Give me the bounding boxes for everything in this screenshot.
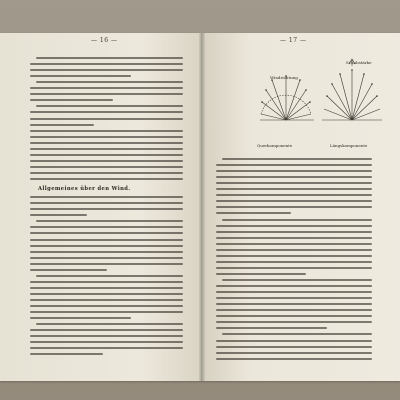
text-line bbox=[216, 237, 372, 239]
text-line bbox=[30, 305, 183, 307]
text-line bbox=[216, 243, 372, 245]
text-line bbox=[216, 358, 372, 360]
text-line bbox=[30, 239, 183, 241]
text-line bbox=[216, 297, 372, 299]
text-line bbox=[216, 303, 372, 305]
text-line bbox=[30, 329, 183, 331]
text-line bbox=[216, 273, 306, 275]
left-section-heading: Allgemeines über den Wind. bbox=[38, 186, 131, 192]
text-line bbox=[36, 81, 183, 83]
text-line bbox=[216, 315, 372, 317]
text-line bbox=[216, 255, 372, 257]
text-line bbox=[30, 75, 131, 77]
text-line bbox=[30, 148, 183, 150]
text-line bbox=[216, 267, 372, 269]
text-line bbox=[30, 299, 183, 301]
text-line bbox=[30, 287, 183, 289]
text-line bbox=[216, 188, 372, 190]
text-line bbox=[216, 194, 372, 196]
text-line bbox=[216, 182, 372, 184]
text-line bbox=[30, 142, 183, 144]
text-line bbox=[30, 154, 183, 156]
text-line bbox=[222, 219, 372, 221]
book-gutter bbox=[199, 33, 205, 381]
diagram-label-top: Schubstärke bbox=[346, 60, 372, 65]
text-line bbox=[222, 158, 372, 160]
text-line bbox=[30, 311, 183, 313]
text-line bbox=[216, 231, 372, 233]
text-line bbox=[30, 263, 183, 265]
text-line bbox=[30, 293, 183, 295]
text-line bbox=[30, 166, 183, 168]
text-line bbox=[30, 130, 183, 132]
text-line bbox=[30, 214, 87, 216]
text-line bbox=[30, 196, 183, 198]
text-line bbox=[216, 285, 372, 287]
text-line bbox=[30, 136, 183, 138]
text-line bbox=[216, 225, 372, 227]
right-page-number: — 17 — bbox=[280, 37, 307, 44]
text-line bbox=[30, 317, 131, 319]
text-line bbox=[36, 275, 183, 277]
text-line bbox=[30, 172, 183, 174]
text-line bbox=[216, 164, 372, 166]
text-line bbox=[222, 279, 372, 281]
text-line bbox=[216, 340, 372, 342]
text-line bbox=[216, 352, 372, 354]
text-line bbox=[30, 257, 183, 259]
text-line bbox=[30, 251, 183, 253]
text-line bbox=[30, 93, 183, 95]
text-line bbox=[30, 281, 183, 283]
text-line bbox=[30, 245, 183, 247]
left-page-number: — 16 — bbox=[91, 37, 118, 44]
wind-diagram bbox=[256, 56, 388, 138]
text-line bbox=[216, 346, 372, 348]
diagram-label-laengskomponente: Längskomponente bbox=[330, 143, 368, 148]
text-line bbox=[216, 249, 372, 251]
text-line bbox=[36, 57, 183, 59]
text-line bbox=[30, 269, 107, 271]
text-line bbox=[30, 118, 183, 120]
text-line bbox=[216, 170, 372, 172]
text-line bbox=[216, 309, 372, 311]
text-line bbox=[216, 261, 372, 263]
text-line bbox=[30, 69, 183, 71]
text-line bbox=[36, 323, 183, 325]
text-line bbox=[30, 202, 183, 204]
diagram-label-querkomponente: Querkomponente bbox=[257, 143, 293, 148]
text-line bbox=[30, 160, 183, 162]
text-line bbox=[30, 124, 94, 126]
text-line bbox=[30, 208, 183, 210]
text-line bbox=[30, 178, 183, 180]
text-line bbox=[30, 335, 183, 337]
text-line bbox=[30, 87, 183, 89]
text-line bbox=[216, 291, 372, 293]
text-line bbox=[216, 176, 372, 178]
diagram-label-wind: Windrichtung bbox=[270, 75, 298, 80]
text-line bbox=[30, 63, 183, 65]
